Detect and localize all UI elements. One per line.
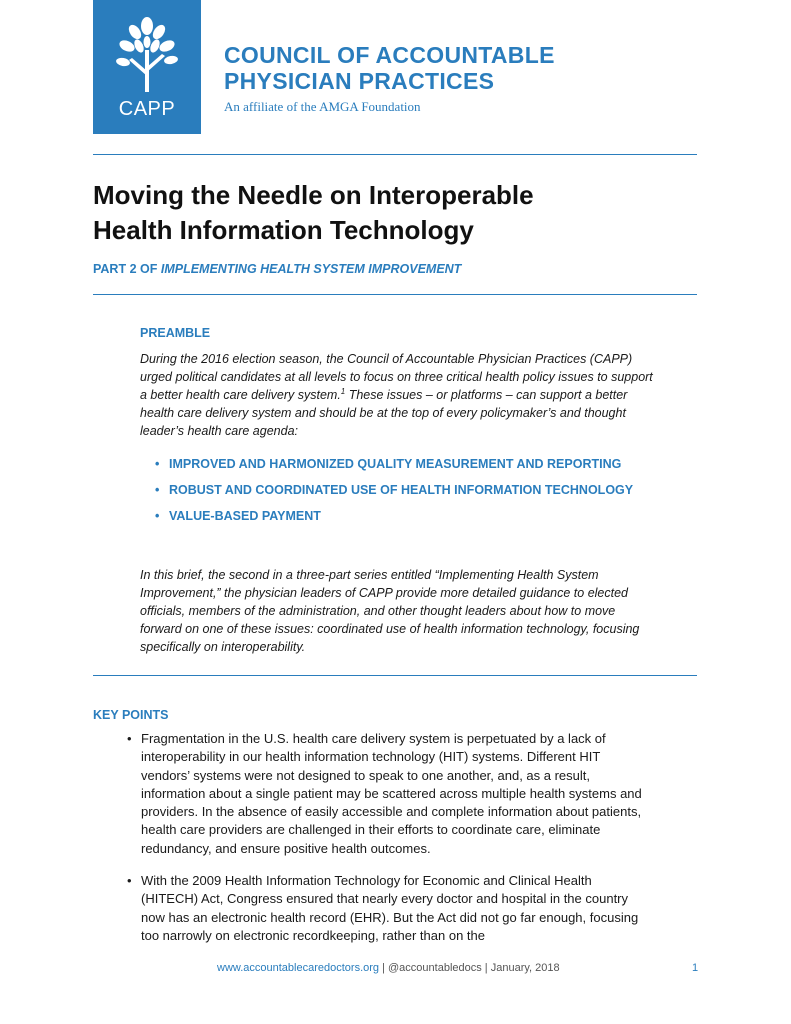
document-title [93,178,703,248]
key-point-text: With the 2009 Health Information Technology for Economic and Clinical Health (HITECH) Act, Congress ensured that nearly every doctor and hospital in the country now has an electronic health record (EHR). But the Act did not go far enough, focusing too narrowly on electronic recordkeeping, rather than on the [141,873,639,943]
footer-separator: | [379,962,389,974]
document-subtitle [93,262,461,276]
bullet: • [155,483,160,497]
platform-label: VALUE-BASED PAYMENT [169,509,321,523]
preamble-paragraph-2: In this brief, the second in a three-part series entitled “Implementing Health System Improvement,” the physician leaders of CAPP provide more detailed guidance to elected officials, members of the administration, and other thought leaders about how to move forward on one of these issues: coordinated use of health information technology, focusing specifically on interoperability. [140,568,640,654]
platform-label: IMPROVED AND HARMONIZED QUALITY MEASUREMENT AND REPORTING [169,457,622,471]
list-item [155,456,655,472]
capp-logo [93,0,201,134]
organization-name [224,42,555,94]
subtitle-series-name: IMPLEMENTING HEALTH SYSTEM IMPROVEMENT [160,262,462,276]
title-line1: Moving the Needle on Interoperable [93,180,534,210]
preamble-text-b: These issues – or platforms – can support a better health care delivery system and should be at the top of every policymaker’s and thought leader’s health care agenda: [140,388,628,438]
divider [93,675,697,676]
org-name-line2: PHYSICIAN PRACTICES [224,68,495,94]
affiliate-line: An affiliate of the AMGA Foundation [224,99,421,114]
website-link[interactable]: www.accountablecaredoctors.org [217,962,380,974]
key-points-heading: KEY POINTS [93,708,169,722]
list-item [127,730,642,858]
platform-list [155,456,655,534]
preamble-paragraph-1 [140,350,655,440]
list-item [127,872,642,945]
preamble-heading: PREAMBLE [140,326,211,340]
key-point-text: Fragmentation in the U.S. health care delivery system is perpetuated by a lack of interoperability in our health information technology (HIT) systems. Different HIT vendors’ systems were not designed to speak to one another, and, as a result, information about a single patient may be scattered across multiple health systems and providers. In the absence of easily accessible and complete information about patients, health care providers are challenged in their efforts to coordinate care, eliminate redundancy, and ensure positive health outcomes. [141,731,642,856]
bullet: • [155,509,160,523]
footer-separator: | [481,962,491,974]
bullet: • [127,873,132,889]
bullet: • [127,731,132,746]
subtitle-prefix: PART 2 OF [93,262,161,276]
bullet: • [155,457,160,471]
list-item [155,508,655,524]
preamble-text-a: During the 2016 election season, the Council of Accountable Physician Practices (CAPP) urged political candidates at all levels to focus on three critical health policy issues to support a better health care delivery system. [140,352,653,402]
footnote-ref: 1 [340,386,346,396]
page-footer [217,962,560,974]
list-item [155,482,655,498]
org-name-line1: COUNCIL OF ACCOUNTABLE [224,42,555,68]
logo-text: CAPP [118,98,176,120]
page-number: 1 [692,962,699,974]
tree-icon [115,16,179,96]
footer-date: January, 2018 [490,962,560,974]
divider [93,154,697,155]
social-handle: @accountabledocs [388,962,482,974]
title-line2: Health Information Technology [93,215,474,245]
key-points-list [127,730,642,959]
platform-label: ROBUST AND COORDINATED USE OF HEALTH INFORMATION TECHNOLOGY [169,483,634,497]
divider [93,294,697,295]
